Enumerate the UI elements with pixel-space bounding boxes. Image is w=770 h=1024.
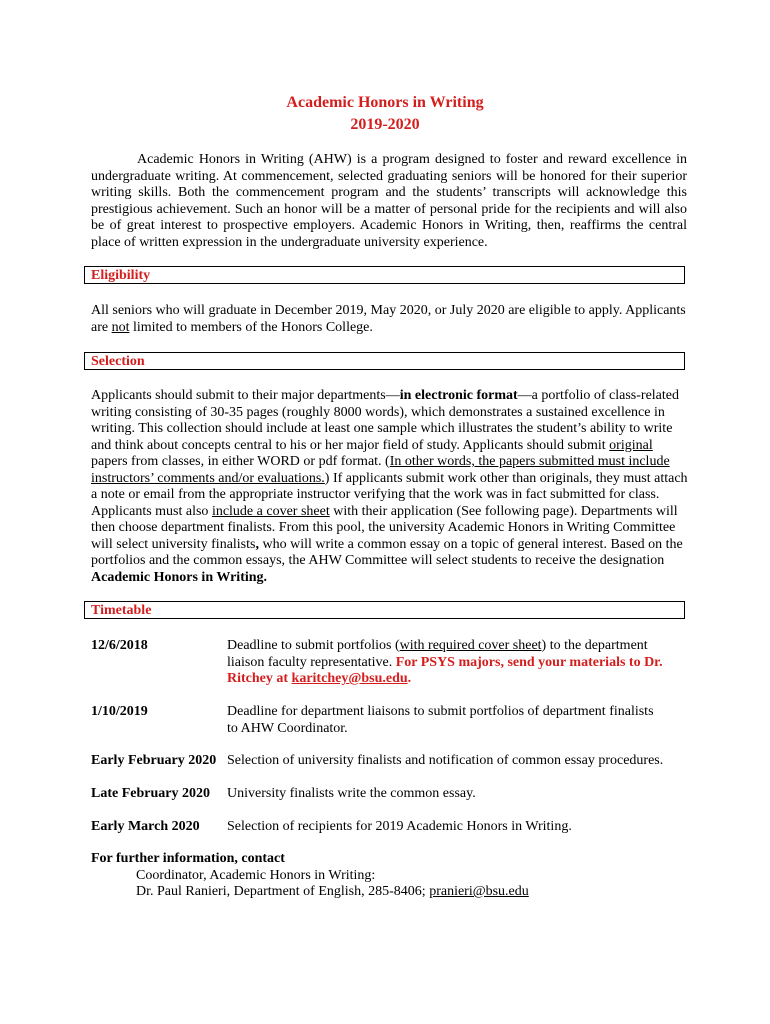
- cover-sheet-emphasis: include a cover sheet: [211, 503, 330, 519]
- timetable-description: University finalists write the common essay.: [227, 786, 476, 801]
- electronic-format-emphasis: in electronic format: [399, 388, 518, 403]
- selection-text: ) If applicants submit work other than originals, they must attach a note or email from the appropriate instructor verifying that the work was in fact submitted for class. Applicants must also: [91, 470, 688, 519]
- timetable-description: [227, 638, 687, 688]
- psys-note: For PSYS majors, send your materials to Dr. Ritchey at: [227, 654, 663, 686]
- timetable-date: Early March 2020: [91, 819, 200, 834]
- ranieri-email-link[interactable]: pranieri@bsu.edu: [429, 884, 529, 899]
- timetable-description: Deadline for department liaisons to submit portfolios of department finalists to AHW Coordinator.: [227, 704, 654, 736]
- selection-heading: Selection: [91, 354, 145, 369]
- timetable-date: 1/10/2019: [91, 704, 148, 719]
- intro-paragraph: Academic Honors in Writing (AHW) is a program designed to foster and reward excellence in undergraduate writing. At commencement, selected graduating seniors will be honored for their superior writing skills. Both the commencement program and the students’ transcripts will acknowledge this prestigious achievement. Such an honor will be a matter of personal pride for the recipients and will also be of great interest to prospective employers. Academic Honors in Writing, then, reaffirms the central place of written expression in the undergraduate university experience.: [91, 152, 687, 250]
- contact-section: [91, 851, 691, 901]
- selection-text: Applicants should submit to their major departments—: [91, 388, 400, 403]
- ritchey-email-link[interactable]: karitchey@bsu.edu: [291, 671, 408, 686]
- timetable-description: Selection of recipients for 2019 Academic Honors in Writing.: [227, 819, 572, 834]
- row1-text: ) to the department liaison faculty representative.: [227, 638, 648, 670]
- eligibility-paragraph: [91, 303, 687, 336]
- selection-text: who will write a common essay on a topic of general interest. Based on the portfolios and the common essays, the AHW Committee will select students to receive the designation: [91, 536, 683, 568]
- timetable-date: Early February 2020: [91, 753, 217, 768]
- selection-text: with their application (See following page). Departments will then choose department finalists. From this pool, the university Academic Honors in Writing Committee will select university finalists: [91, 503, 678, 552]
- required-cover-sheet-emphasis: with required cover sheet: [399, 638, 542, 653]
- contact-person: [91, 884, 691, 901]
- eligibility-heading: Eligibility: [91, 268, 151, 283]
- timetable-heading-box: [84, 601, 685, 619]
- contact-person-text: Dr. Paul Ranieri, Department of English, 285-8406;: [136, 884, 430, 899]
- designation-emphasis: Academic Honors in Writing.: [91, 569, 268, 585]
- selection-heading-box: [84, 352, 685, 370]
- timetable-heading: Timetable: [91, 603, 152, 618]
- eligibility-heading-box: [84, 266, 685, 284]
- timetable-description: Selection of university finalists and notification of common essay procedures.: [227, 753, 664, 768]
- timetable-date: Late February 2020: [91, 786, 210, 801]
- selection-comma: ,: [255, 536, 259, 552]
- in-other-words-emphasis: In other words, the papers submitted must include instructors’ comments and/or evaluations.: [91, 454, 670, 486]
- selection-text: —a portfolio of class-related writing consisting of 30-35 pages (roughly 8000 words), which demonstrates a sustained excellence in writing. This collection should include at least one sample which illustrates the student’s ability to write and think about concepts central to his or her major field of study. Applicants should submit: [91, 388, 679, 453]
- selection-paragraph: [91, 388, 689, 586]
- document-year: 2019-2020: [350, 116, 420, 133]
- timetable-date: 12/6/2018: [91, 638, 148, 653]
- contact-coordinator: Coordinator, Academic Honors in Writing:: [136, 867, 376, 883]
- contact-heading: For further information, contact: [91, 851, 285, 866]
- original-emphasis: original: [609, 437, 653, 453]
- eligibility-text: All seniors who will graduate in December 2019, May 2020, or July 2020 are eligible to apply. Applicants are: [91, 303, 686, 335]
- row1-text: Deadline to submit portfolios (: [227, 638, 400, 653]
- eligibility-text-end: limited to members of the Honors College.: [129, 319, 373, 335]
- selection-text: papers from classes, in either WORD or pdf format. (: [91, 454, 390, 469]
- eligibility-not-emphasis: not: [111, 319, 130, 335]
- document-title: Academic Honors in Writing: [286, 94, 484, 111]
- psys-note-period: .: [407, 671, 412, 686]
